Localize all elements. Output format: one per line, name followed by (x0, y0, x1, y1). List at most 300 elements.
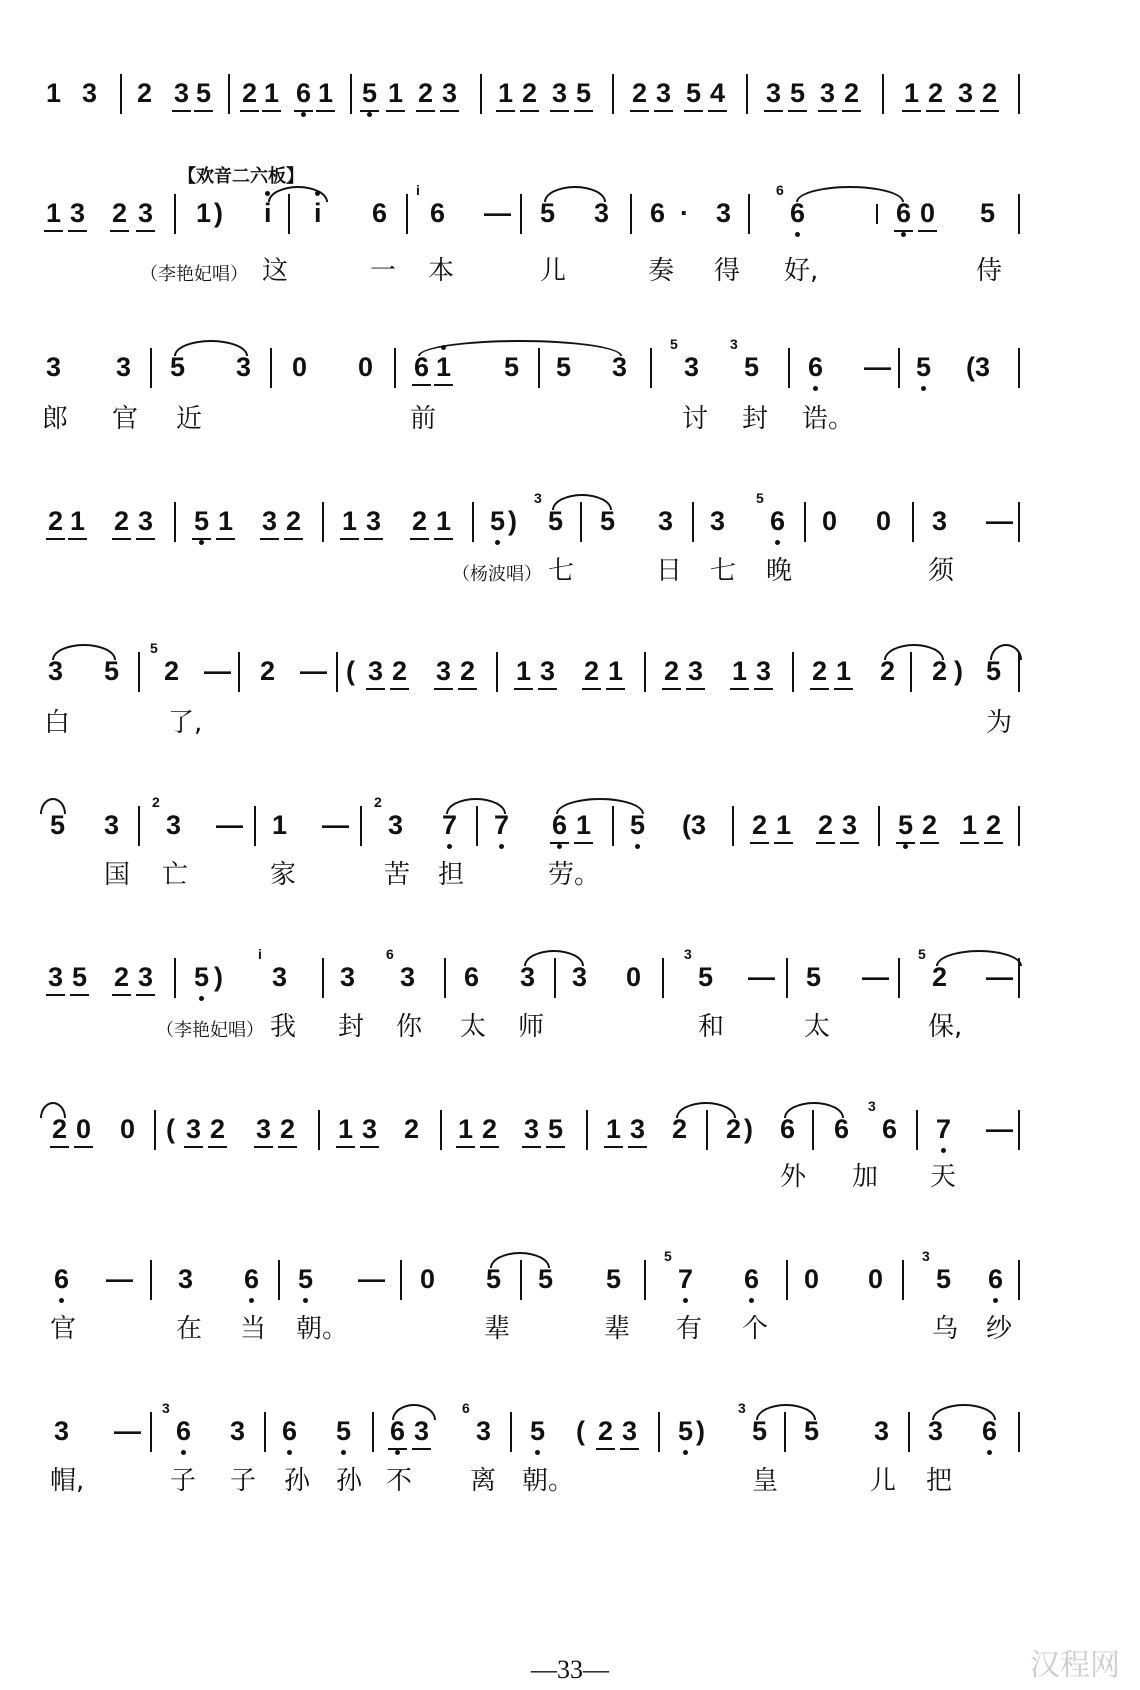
note: 3 (552, 78, 568, 108)
lyric: 皇 (752, 1466, 779, 1496)
grace-note: 6 (386, 946, 394, 962)
barline (612, 806, 614, 846)
note: 3 (186, 1114, 202, 1144)
note: 5 (50, 810, 66, 840)
lyric: 好, (784, 256, 819, 286)
note: 2 (114, 962, 130, 992)
lyric: 奏 (648, 256, 675, 286)
note: 3 (524, 1114, 540, 1144)
barline (658, 1412, 660, 1452)
note: ( (576, 1416, 585, 1446)
note: 2 (932, 656, 948, 686)
note: 2 (48, 506, 64, 536)
barline (476, 806, 478, 846)
note: 2 (818, 810, 834, 840)
lyric: 官 (112, 404, 139, 434)
barline (786, 1260, 788, 1300)
barline (898, 958, 900, 998)
note: 1 (576, 810, 592, 840)
barline (882, 74, 884, 114)
note: 3 (476, 1416, 492, 1446)
note: 2 (752, 810, 768, 840)
lyric: 加 (852, 1162, 879, 1192)
note: 2 (664, 656, 680, 686)
note: ( (346, 656, 355, 686)
grace-note: 2 (152, 794, 160, 810)
note: — (748, 962, 775, 992)
barline (1018, 1260, 1020, 1300)
watermark: 汉程网 (1030, 1648, 1120, 1683)
note: 2 (482, 1114, 498, 1144)
note: 5 (804, 1416, 820, 1446)
note: 2 (844, 78, 860, 108)
grace-note: 2 (374, 794, 382, 810)
lyric: 官 (50, 1314, 77, 1344)
note: 3 (710, 506, 726, 536)
note: 6 (982, 1416, 998, 1446)
note: — (216, 810, 243, 840)
note: 5 (504, 352, 520, 382)
lyric: 讨 (682, 404, 709, 434)
note: 3 (658, 506, 674, 536)
barline (786, 958, 788, 998)
grace-note: 6 (776, 182, 784, 198)
lyric: 了, (168, 708, 203, 738)
note: 2 (392, 656, 408, 686)
note: 3 (688, 656, 704, 686)
barline (902, 1260, 904, 1300)
note: 5 (104, 656, 120, 686)
note: 1 (608, 656, 624, 686)
grace-note: 6 (462, 1400, 470, 1416)
barline (1018, 1110, 1020, 1150)
barline (1018, 1412, 1020, 1452)
barline (120, 74, 122, 114)
barline (650, 348, 652, 388)
note: 5 (548, 506, 564, 536)
note: 1 (962, 810, 978, 840)
lyric: 七 (710, 556, 737, 586)
barline (538, 348, 540, 388)
lyric: 子 (170, 1466, 197, 1496)
note: 3 (46, 352, 62, 382)
singer-label: （李艳妃唱） (156, 1020, 264, 1041)
barline (912, 502, 914, 542)
barline (400, 1260, 402, 1300)
barline (1018, 194, 1020, 234)
note: ) (954, 656, 963, 686)
note: — (864, 352, 891, 382)
section-label: 【欢音二六板】 (178, 166, 304, 187)
note: 0 (358, 352, 374, 382)
barline (878, 806, 880, 846)
lyric: 纱 (986, 1314, 1013, 1344)
note: 6 (390, 1416, 406, 1446)
note: 3 (340, 962, 356, 992)
note: 5 (196, 78, 212, 108)
note: 2 (112, 198, 128, 228)
note: 2 (418, 78, 434, 108)
note: 5 (530, 1416, 546, 1446)
note: 6 (176, 1416, 192, 1446)
singer-label: （李艳妃唱） (140, 264, 248, 285)
lyric: 亡 (162, 860, 189, 890)
note: 6 (744, 1264, 760, 1294)
note: 2 (404, 1114, 420, 1144)
slur (932, 1404, 996, 1420)
note: 5 (898, 810, 914, 840)
note: 0 (876, 506, 892, 536)
barline (406, 194, 408, 234)
note: 5 (806, 962, 822, 992)
note: 2 (982, 78, 998, 108)
note: 2 (928, 78, 944, 108)
lyric: 当 (240, 1314, 267, 1344)
barline (792, 652, 794, 692)
barline (1018, 502, 1020, 542)
barline (480, 74, 482, 114)
lyric: 前 (410, 404, 437, 434)
note: 5 (630, 810, 646, 840)
lyric: 郎 (42, 404, 69, 434)
lyric: 保, (928, 1012, 963, 1042)
note: 6 (988, 1264, 1004, 1294)
note: 5 (980, 198, 996, 228)
lyric: 离 (470, 1466, 497, 1496)
note: 2 (114, 506, 130, 536)
note: — (300, 656, 327, 686)
slur (796, 186, 904, 202)
note: 2 (880, 656, 896, 686)
note: ) (508, 506, 517, 536)
note: ) (214, 198, 223, 228)
lyric: 须 (928, 556, 955, 586)
lyric: 得 (714, 256, 741, 286)
barline (496, 652, 498, 692)
barline (784, 1412, 786, 1452)
note: 1 (318, 78, 334, 108)
note: — (484, 198, 511, 228)
note: 6 (54, 1264, 70, 1294)
note: 3 (572, 962, 588, 992)
lyric: 儿 (870, 1466, 897, 1496)
slur (392, 1404, 436, 1420)
note: 3 (70, 198, 86, 228)
barline (360, 806, 362, 846)
note: (3 (682, 810, 707, 840)
barline (1018, 806, 1020, 846)
note: 3 (256, 1114, 272, 1144)
lyric: 近 (176, 404, 203, 434)
lyric: 日 (656, 556, 683, 586)
lyric: 这 (262, 256, 289, 286)
note: 3 (756, 656, 772, 686)
note: 3 (540, 656, 556, 686)
note: 1 (904, 78, 920, 108)
lyric: 本 (428, 256, 455, 286)
barline (644, 652, 646, 692)
barline (138, 806, 140, 846)
note: 2 (922, 810, 938, 840)
barline (908, 1412, 910, 1452)
note: 3 (520, 962, 536, 992)
note: 3 (932, 506, 948, 536)
note: 3 (138, 198, 154, 228)
lyric: 一 (370, 256, 397, 286)
note: 3 (612, 352, 628, 382)
lyric: 晚 (766, 556, 793, 586)
barline (520, 1260, 522, 1300)
note: 1 (606, 1114, 622, 1144)
barline (916, 1110, 918, 1150)
barline (322, 502, 324, 542)
note: 5 (698, 962, 714, 992)
grace-note: 5 (756, 490, 764, 506)
note: 5 (490, 506, 506, 536)
note: 5 (556, 352, 572, 382)
lyric: 侍 (976, 256, 1003, 286)
grace-note: 5 (670, 336, 678, 352)
note: 6 (896, 198, 912, 228)
note: 1 (836, 656, 852, 686)
barline (586, 1110, 588, 1150)
note: 0 (120, 1114, 136, 1144)
note: 1 (516, 656, 532, 686)
barline (322, 958, 324, 998)
note: 2 (280, 1114, 296, 1144)
note: 3 (48, 962, 64, 992)
barline (394, 348, 396, 388)
barline (278, 1260, 280, 1300)
barline (174, 958, 176, 998)
note: 5 (538, 1264, 554, 1294)
barline (510, 1412, 512, 1452)
note: 7 (442, 810, 458, 840)
barline (630, 194, 632, 234)
note: 1 (436, 506, 452, 536)
note: 5 (298, 1264, 314, 1294)
lyric: 外 (780, 1162, 807, 1192)
note: 1 (436, 352, 452, 382)
grace-note: i (416, 182, 420, 198)
lyric: 辈 (484, 1314, 511, 1344)
note: 3 (368, 656, 384, 686)
note: — (358, 1264, 385, 1294)
note: 3 (958, 78, 974, 108)
note: 3 (388, 810, 404, 840)
note: 1 (732, 656, 748, 686)
grace-note: 3 (738, 1400, 746, 1416)
barline (440, 1110, 442, 1150)
lyric: 子 (230, 1466, 257, 1496)
note: 3 (272, 962, 288, 992)
note: 5 (744, 352, 760, 382)
barline (254, 806, 256, 846)
grace-note: 5 (150, 640, 158, 656)
note: — (986, 1114, 1013, 1144)
note: 3 (766, 78, 782, 108)
lyric: 太 (804, 1012, 831, 1042)
barline (1018, 348, 1020, 388)
slur (418, 340, 622, 356)
grace-note: 3 (868, 1098, 876, 1114)
note: 5 (606, 1264, 622, 1294)
note: 2 (52, 1114, 68, 1144)
note: 1 (388, 78, 404, 108)
note: 3 (716, 198, 732, 228)
note: 6 (282, 1416, 298, 1446)
note: 2 (986, 810, 1002, 840)
note: i (264, 198, 272, 228)
note: 6 (780, 1114, 796, 1144)
lyric: 帽, (50, 1466, 85, 1496)
note: 6 (372, 198, 388, 228)
note: 3 (436, 656, 452, 686)
lyric: 把 (926, 1466, 953, 1496)
barline (264, 1412, 266, 1452)
lyric: 辈 (604, 1314, 631, 1344)
note: 6 (552, 810, 568, 840)
lyric: 劳。 (548, 860, 601, 890)
note: 2 (726, 1114, 742, 1144)
note: 2 (632, 78, 648, 108)
barline (472, 502, 474, 542)
barline (350, 74, 352, 114)
barline (150, 1412, 152, 1452)
note: 3 (104, 810, 120, 840)
note: 3 (656, 78, 672, 108)
note: 2 (242, 78, 258, 108)
barline (372, 1412, 374, 1452)
lyric: 封 (742, 404, 769, 434)
note: 3 (400, 962, 416, 992)
note: 0 (420, 1264, 436, 1294)
note: 5 (72, 962, 88, 992)
lyric: 我 (270, 1012, 297, 1042)
barline (520, 194, 522, 234)
barline (732, 806, 734, 846)
note: 3 (236, 352, 252, 382)
note: 6 (650, 198, 666, 228)
note: 4 (710, 78, 726, 108)
note: 2 (260, 656, 276, 686)
note: 6 (882, 1114, 898, 1144)
slur (268, 186, 328, 202)
note: 0 (804, 1264, 820, 1294)
note: 2 (932, 962, 948, 992)
lyric: 担 (438, 860, 465, 890)
lyric: 封 (338, 1012, 365, 1042)
note: 6 (770, 506, 786, 536)
lyric: 你 (396, 1012, 423, 1042)
note: 2 (286, 506, 302, 536)
note: — (106, 1264, 133, 1294)
note: — (862, 962, 889, 992)
note: 3 (48, 656, 64, 686)
lyric: 在 (176, 1314, 203, 1344)
note: 3 (178, 1264, 194, 1294)
lyric: 白 (44, 708, 71, 738)
lyric: 有 (676, 1314, 703, 1344)
lyric: 七 (548, 556, 575, 586)
barline (238, 652, 240, 692)
note: 3 (630, 1114, 646, 1144)
grace-note: 3 (534, 490, 542, 506)
lyric: 个 (742, 1314, 769, 1344)
note: 3 (622, 1416, 638, 1446)
note: 0 (626, 962, 642, 992)
barline (318, 1110, 320, 1150)
note: 5 (540, 198, 556, 228)
barline (336, 652, 338, 692)
grace-note: 3 (730, 336, 738, 352)
lyric: 和 (698, 1012, 725, 1042)
note: i (314, 198, 322, 228)
note: 5 (362, 78, 378, 108)
grace-note: 5 (664, 1248, 672, 1264)
lyric: 天 (930, 1162, 957, 1192)
barline (1018, 652, 1020, 692)
note: 6 (808, 352, 824, 382)
note: 2 (672, 1114, 688, 1144)
note: 3 (874, 1416, 890, 1446)
barline (1018, 958, 1020, 998)
barline (898, 348, 900, 388)
note: 0 (822, 506, 838, 536)
note: 0 (76, 1114, 92, 1144)
lyric: 朝。 (296, 1314, 349, 1344)
lyric: 不 (386, 1466, 413, 1496)
lyric: 太 (460, 1012, 487, 1042)
note: 5 (194, 506, 210, 536)
note: 3 (842, 810, 858, 840)
barline (1018, 74, 1020, 114)
barline (150, 348, 152, 388)
barline (876, 204, 878, 224)
barline (788, 348, 790, 388)
note: 1 (218, 506, 234, 536)
note: 5 (790, 78, 806, 108)
barline (444, 958, 446, 998)
lyric: 乌 (932, 1314, 959, 1344)
note: 2 (460, 656, 476, 686)
note: 3 (442, 78, 458, 108)
grace-note: 3 (922, 1248, 930, 1264)
note: 3 (138, 506, 154, 536)
note: 2 (598, 1416, 614, 1446)
barline (174, 194, 176, 234)
barline (644, 1260, 646, 1300)
note: 2 (522, 78, 538, 108)
note: 1 (264, 78, 280, 108)
note: 5 (548, 1114, 564, 1144)
note: 5 (486, 1264, 502, 1294)
note: 5 (576, 78, 592, 108)
barline (692, 502, 694, 542)
barline (706, 1110, 708, 1150)
note: 5 (686, 78, 702, 108)
note: ) (696, 1416, 705, 1446)
note: — (114, 1416, 141, 1446)
lyric: 为 (986, 708, 1013, 738)
note: 3 (820, 78, 836, 108)
barline (154, 1110, 156, 1150)
note: 0 (920, 198, 936, 228)
note: ) (214, 962, 223, 992)
note: 3 (262, 506, 278, 536)
note: ) (744, 1114, 753, 1144)
note: 5 (916, 352, 932, 382)
